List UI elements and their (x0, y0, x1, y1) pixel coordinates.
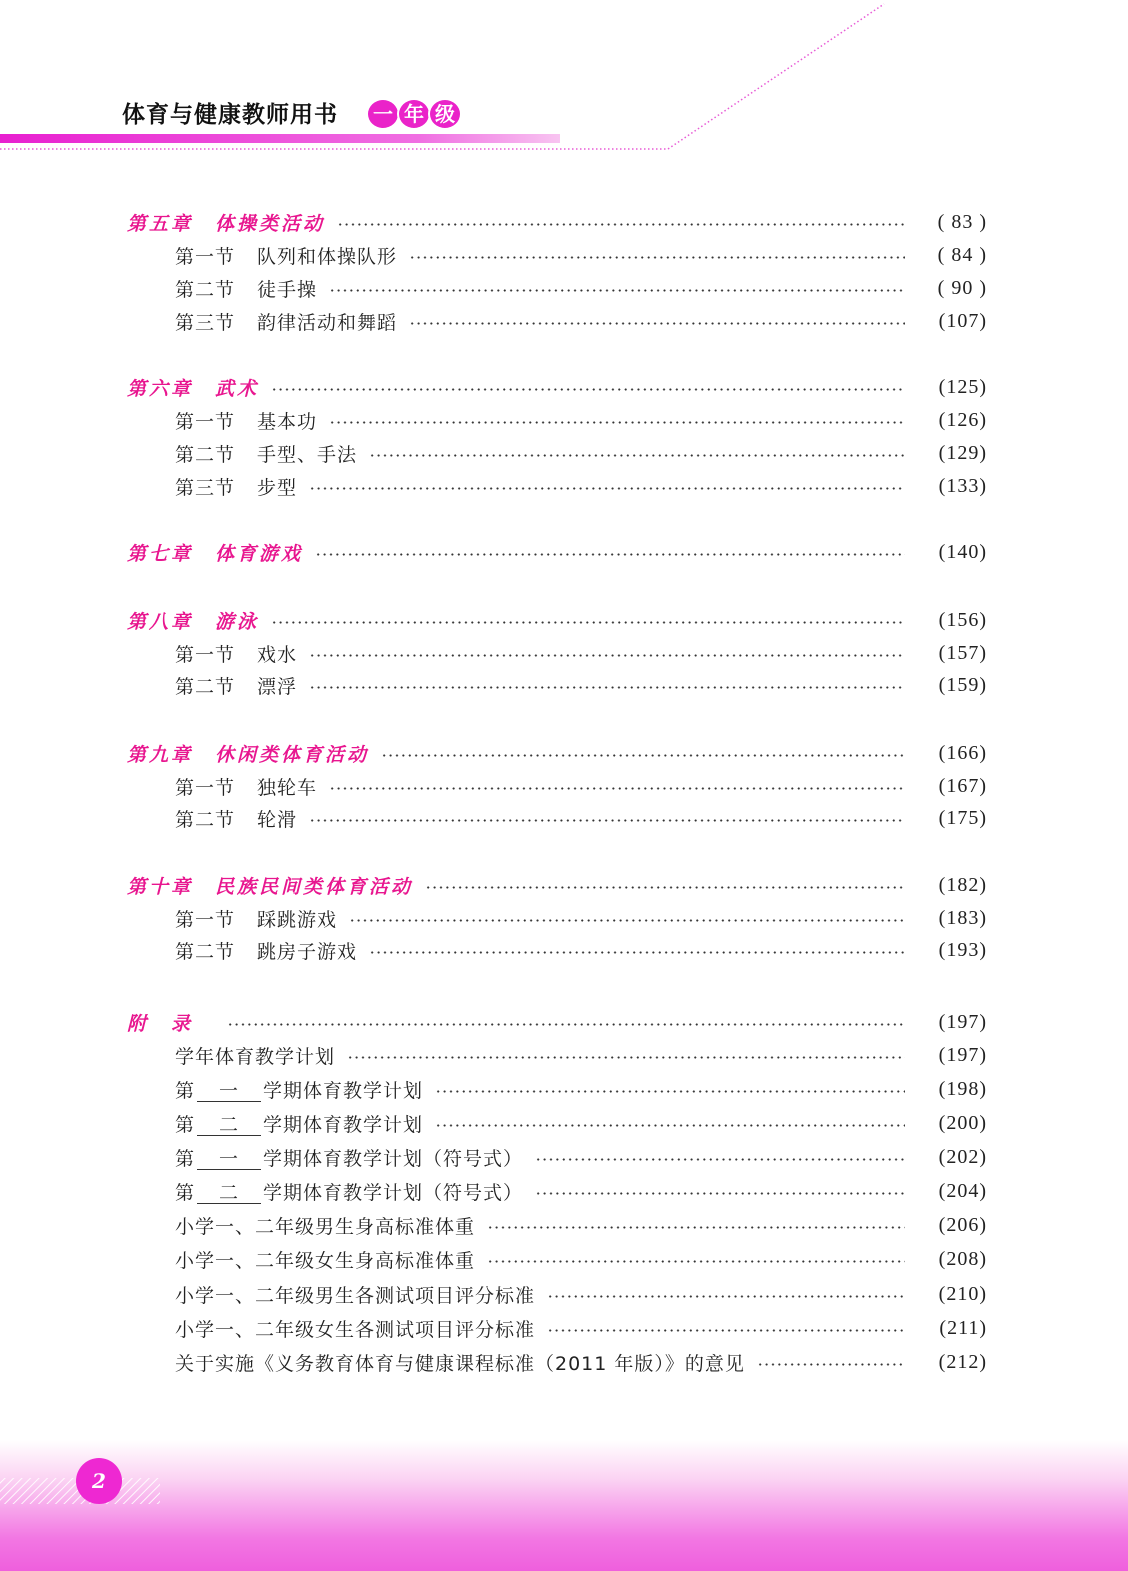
toc-dot-leader (329, 289, 905, 292)
toc-dot-leader (227, 1023, 905, 1026)
toc-page-number: (133) (938, 474, 987, 497)
toc-entry-number: 第三节 (175, 476, 236, 499)
toc-section-row (0, 438, 1128, 468)
toc-entry-label (0, 1212, 475, 1239)
toc-dot-leader (369, 454, 905, 457)
toc-page-number: (129) (938, 441, 987, 464)
toc-dot-leader (309, 487, 905, 490)
toc-page-number: (212) (938, 1350, 987, 1373)
toc-entry-label (0, 905, 337, 932)
toc-entry-title: 民族民间类体育活动 (215, 875, 414, 898)
toc-page-number: (198) (938, 1077, 987, 1100)
toc-entry-label (0, 937, 357, 964)
toc-entry-label (0, 1281, 535, 1308)
toc-entry-title: 小学一、二年级女生各测试项目评分标准 (175, 1318, 536, 1341)
page-number: 2 (76, 1458, 122, 1504)
toc-entry-label (0, 1144, 523, 1171)
toc-entry-label (0, 539, 303, 566)
toc-dot-leader (409, 256, 905, 259)
toc-entry-title: 游泳 (215, 610, 260, 633)
toc-page-number: (204) (938, 1179, 987, 1202)
toc-entry-title: 学年体育教学计划 (175, 1045, 336, 1068)
toc-dot-leader (425, 886, 905, 889)
toc-entry-label (0, 1076, 423, 1103)
toc-entry-title: 学期体育教学计划（符号式） (263, 1181, 524, 1204)
toc-dot-leader (309, 654, 905, 657)
toc-dot-leader (329, 787, 905, 790)
toc-dot-leader (309, 686, 905, 689)
toc-section-row (0, 1142, 1128, 1172)
toc-section-row (0, 1108, 1128, 1138)
toc-entry-number: 第七章 (127, 542, 194, 565)
toc-entry-number: 第二节 (175, 443, 236, 466)
book-title: 体育与健康教师用书 (122, 101, 338, 128)
toc-entry-label (0, 209, 325, 236)
toc-section-row (0, 240, 1128, 270)
toc-chapter-row (0, 207, 1128, 237)
toc-section-row (0, 638, 1128, 668)
toc-entry-label (0, 672, 297, 699)
toc-chapter-row (0, 605, 1128, 635)
toc-page-number: (182) (938, 873, 987, 896)
toc-entry-label (0, 1178, 523, 1205)
toc-entry-number: 第六章 (127, 377, 194, 400)
toc-dot-leader (547, 1295, 905, 1298)
toc-entry-blank: 二 (197, 1115, 261, 1136)
toc-entry-title: 体操类活动 (215, 212, 326, 235)
toc-page-number: (166) (938, 741, 987, 764)
toc-entry-number: 第一节 (175, 410, 236, 433)
grade-badge-group (366, 98, 459, 130)
toc-entry-blank: 一 (197, 1149, 261, 1170)
grade-badge: 一 (366, 98, 400, 130)
toc-page-number: (202) (938, 1145, 987, 1168)
toc-entry-prefix: 第 (175, 1113, 196, 1136)
toc-dot-leader (535, 1158, 905, 1161)
toc-page-number: (157) (938, 641, 987, 664)
toc-dot-leader (347, 1056, 905, 1059)
toc-chapter-row (0, 738, 1128, 768)
toc-entry-number: 第一节 (175, 643, 236, 666)
toc-page-number: (107) (938, 309, 987, 332)
toc-entry-title: 跳房子游戏 (257, 940, 358, 963)
toc-dot-leader (435, 1124, 905, 1127)
toc-page-number: (208) (938, 1247, 987, 1270)
toc-entry-label (0, 1315, 535, 1342)
toc-section-row (0, 670, 1128, 700)
toc-section-row (0, 405, 1128, 435)
toc-dot-leader (435, 1090, 905, 1093)
toc-entry-prefix: 第 (175, 1181, 196, 1204)
toc-entry-title: 休闲类体育活动 (215, 743, 370, 766)
toc-entry-number: 第一节 (175, 908, 236, 931)
toc-entry-title: 轮滑 (257, 808, 298, 831)
toc-section-row (0, 1313, 1128, 1343)
toc-entry-label (0, 1349, 745, 1376)
toc-dot-leader (329, 421, 905, 424)
toc-dot-leader (315, 553, 905, 556)
toc-entry-number: 第一节 (175, 776, 236, 799)
header-decoration (0, 0, 1128, 170)
toc-entry-number: 第三节 (175, 311, 236, 334)
toc-entry-number: 第二节 (175, 278, 236, 301)
toc-entry-title: 学期体育教学计划 (263, 1113, 424, 1136)
toc-page-number: (210) (938, 1282, 987, 1305)
toc-entry-title: 手型、手法 (257, 443, 358, 466)
toc-chapter-row (0, 537, 1128, 567)
toc-section-row (0, 273, 1128, 303)
toc-entry-number: 第二节 (175, 675, 236, 698)
toc-section-row (0, 803, 1128, 833)
toc-entry-label (0, 607, 259, 634)
toc-dot-leader (547, 1329, 905, 1332)
toc-section-row (0, 1244, 1128, 1274)
toc-page-number: (197) (938, 1043, 987, 1066)
toc-entry-title: 学期体育教学计划 (263, 1079, 424, 1102)
toc-page-number: (125) (938, 375, 987, 398)
toc-dot-leader (487, 1226, 905, 1229)
toc-entry-title: 步型 (257, 476, 298, 499)
toc-dot-leader (535, 1192, 905, 1195)
toc-entry-title: 关于实施《义务教育体育与健康课程标准（2011 年版）》的意见 (175, 1352, 745, 1375)
grade-badge: 年 (397, 98, 431, 130)
toc-section-row (0, 306, 1128, 336)
toc-entry-title: 戏水 (257, 643, 298, 666)
toc-page-number: (159) (938, 673, 987, 696)
toc-section-row (0, 471, 1128, 501)
toc-entry-number: 附 录 (127, 1012, 194, 1035)
toc-entry-blank: 二 (197, 1183, 261, 1204)
toc-section-row (0, 1210, 1128, 1240)
toc-entry-label (0, 275, 317, 302)
toc-entry-label (0, 1246, 475, 1273)
toc-chapter-row (0, 1007, 1128, 1037)
toc-entry-label (0, 1009, 215, 1036)
toc-dot-leader (349, 919, 905, 922)
toc-chapter-row (0, 372, 1128, 402)
toc-dot-leader (409, 322, 905, 325)
toc-entry-number: 第十章 (127, 875, 194, 898)
toc-entry-title: 韵律活动和舞蹈 (257, 311, 398, 334)
toc-entry-prefix: 第 (175, 1079, 196, 1102)
toc-entry-number: 第一节 (175, 245, 236, 268)
toc-dot-leader (271, 388, 905, 391)
toc-entry-title: 小学一、二年级女生身高标准体重 (175, 1249, 476, 1272)
toc-entry-label (0, 407, 317, 434)
toc-entry-title: 队列和体操队形 (257, 245, 398, 268)
toc-page-number: (200) (938, 1111, 987, 1134)
grade-badge: 级 (428, 98, 462, 130)
toc-entry-blank: 一 (197, 1081, 261, 1102)
toc-entry-title: 体育游戏 (215, 542, 304, 565)
toc-entry-number: 第九章 (127, 743, 194, 766)
toc-entry-title: 基本功 (257, 410, 318, 433)
toc-page-number: (183) (938, 906, 987, 929)
toc-section-row (0, 935, 1128, 965)
toc-page-number: (156) (938, 608, 987, 631)
toc-page-number: ( 84 ) (937, 243, 987, 266)
toc-entry-label (0, 640, 297, 667)
toc-entry-number: 第二节 (175, 940, 236, 963)
toc-entry-label (0, 1110, 423, 1137)
toc-page-number: (167) (938, 774, 987, 797)
toc-entry-label (0, 1042, 335, 1069)
toc-section-row (0, 1176, 1128, 1206)
toc-entry-number: 第二节 (175, 808, 236, 831)
toc-entry-number: 第五章 (127, 212, 194, 235)
toc-page-number: (197) (938, 1010, 987, 1033)
toc-entry-title: 小学一、二年级男生身高标准体重 (175, 1215, 476, 1238)
toc-page-number: ( 83 ) (937, 210, 987, 233)
toc-entry-label (0, 805, 297, 832)
toc-dot-leader (271, 621, 905, 624)
toc-chapter-row (0, 870, 1128, 900)
toc-entry-label (0, 473, 297, 500)
toc-entry-title: 学期体育教学计划（符号式） (263, 1147, 524, 1170)
toc-entry-title: 踩跳游戏 (257, 908, 338, 931)
toc-dot-leader (381, 754, 905, 757)
toc-entry-title: 小学一、二年级男生各测试项目评分标准 (175, 1284, 536, 1307)
toc-section-row (0, 1074, 1128, 1104)
toc-entry-label (0, 374, 259, 401)
toc-page-number: (140) (938, 540, 987, 563)
toc-entry-title: 漂浮 (257, 675, 298, 698)
toc-section-row (0, 1347, 1128, 1377)
toc-entry-label (0, 740, 369, 767)
toc-entry-title: 独轮车 (257, 776, 318, 799)
toc-dot-leader (337, 223, 905, 226)
toc-dot-leader (309, 819, 905, 822)
toc-dot-leader (487, 1260, 905, 1263)
toc-entry-label (0, 773, 317, 800)
toc-entry-title: 徒手操 (257, 278, 318, 301)
toc-page-number: (175) (938, 806, 987, 829)
toc-section-row (0, 771, 1128, 801)
toc-entry-title: 武术 (215, 377, 260, 400)
toc-dot-leader (757, 1363, 905, 1366)
toc-section-row (0, 1279, 1128, 1309)
toc-page-number: ( 90 ) (937, 276, 987, 299)
toc-entry-prefix: 第 (175, 1147, 196, 1170)
toc-page-number: (126) (938, 408, 987, 431)
toc-section-row (0, 1040, 1128, 1070)
toc-page-number: (211) (939, 1316, 987, 1339)
toc-entry-label (0, 308, 397, 335)
toc-entry-number: 第八章 (127, 610, 194, 633)
toc-entry-label (0, 872, 413, 899)
footer-hatch-decoration (0, 1440, 1128, 1571)
toc-entry-label (0, 242, 397, 269)
toc-section-row (0, 903, 1128, 933)
toc-entry-label (0, 440, 357, 467)
toc-page-number: (206) (938, 1213, 987, 1236)
toc-dot-leader (369, 951, 905, 954)
toc-page-number: (193) (938, 938, 987, 961)
